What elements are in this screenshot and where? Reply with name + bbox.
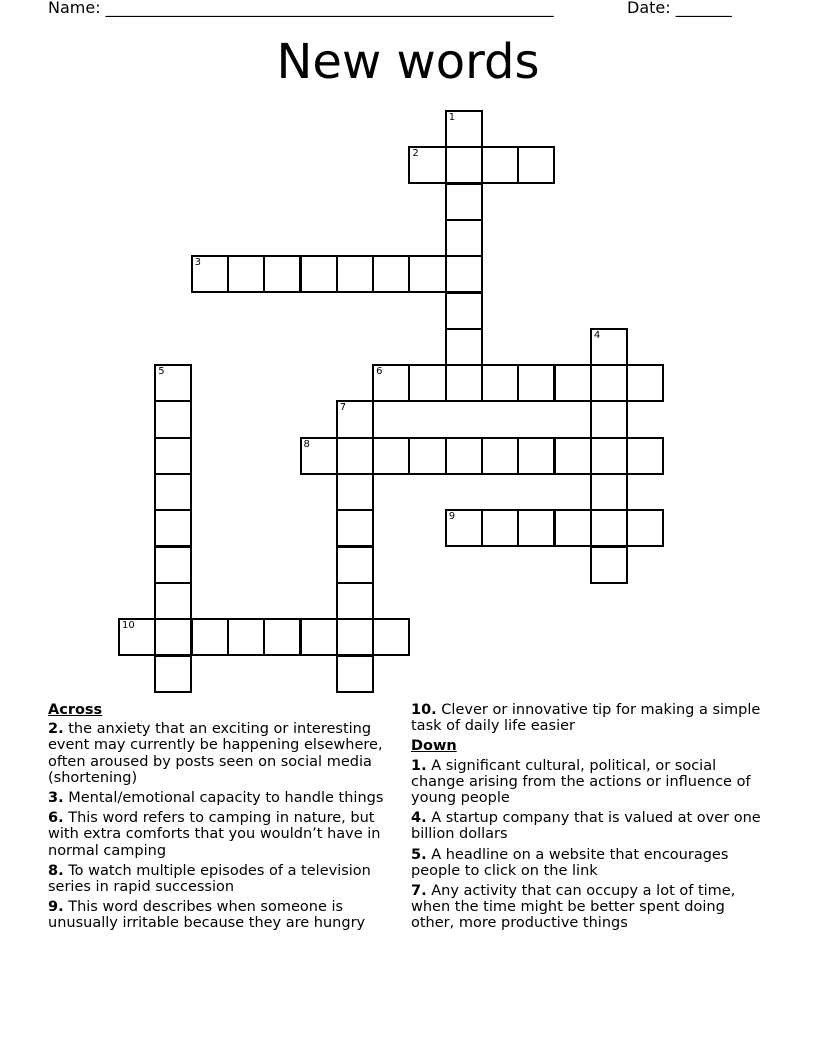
clue-text: Any activity that can occupy a lot of time, when the time might be better spent doing other, more productive things xyxy=(411,883,736,932)
clue-text: This word refers to camping in nature, but with extra comforts that you wouldn’t have in normal camping xyxy=(48,810,381,859)
clue-text: A startup company that is valued at over one billion dollars xyxy=(411,810,761,843)
clue-text: Mental/emotional capacity to handle things xyxy=(68,790,384,807)
clue-text: A headline on a website that encourages people to click on the link xyxy=(411,846,729,879)
grid-cell[interactable] xyxy=(445,437,483,475)
name-field-label: Name: ________________________________________________________ xyxy=(48,0,554,17)
grid-cell[interactable] xyxy=(154,655,192,693)
clues-column-right xyxy=(411,702,771,936)
grid-cell[interactable] xyxy=(336,655,374,693)
clue-across-9 xyxy=(48,899,398,931)
grid-cell[interactable] xyxy=(372,437,410,475)
clue-number: 4. xyxy=(411,810,427,827)
grid-cell[interactable] xyxy=(408,364,446,402)
grid-cell[interactable] xyxy=(517,509,555,547)
clue-number: 2. xyxy=(48,721,64,738)
clue-number: 1. xyxy=(411,757,427,774)
clue-number-label: 3 xyxy=(194,257,201,269)
grid-cell[interactable] xyxy=(590,328,628,366)
clue-number-label: 2 xyxy=(412,148,419,160)
grid-cell[interactable] xyxy=(336,582,374,620)
grid-cell[interactable] xyxy=(445,219,483,257)
grid-cell[interactable] xyxy=(554,437,592,475)
grid-cell[interactable] xyxy=(554,509,592,547)
grid-cell[interactable] xyxy=(590,364,628,402)
date-field-label: Date: _______ xyxy=(627,0,732,17)
grid-cell[interactable] xyxy=(300,437,338,475)
grid-cell[interactable] xyxy=(626,364,664,402)
clue-text: To watch multiple episodes of a television series in rapid succession xyxy=(48,862,371,896)
clue-number-label: 5 xyxy=(158,366,165,378)
grid-cell[interactable] xyxy=(590,546,628,584)
grid-cell[interactable] xyxy=(336,618,374,656)
clue-across-6 xyxy=(48,810,398,859)
grid-cell[interactable] xyxy=(191,255,229,293)
grid-cell[interactable] xyxy=(372,618,410,656)
clue-number-label: 4 xyxy=(593,329,601,341)
grid-cell[interactable] xyxy=(517,437,555,475)
grid-cell[interactable] xyxy=(118,618,156,656)
clue-number-label: 1 xyxy=(448,112,456,123)
grid-cell[interactable] xyxy=(372,255,410,293)
grid-cell[interactable] xyxy=(445,255,483,293)
grid-cell[interactable] xyxy=(227,618,265,656)
down-heading: Down xyxy=(411,738,457,755)
grid-cell[interactable] xyxy=(300,255,338,293)
clue-number: 3. xyxy=(48,790,64,807)
clue-down-4 xyxy=(411,810,771,842)
page-title: New words xyxy=(276,34,540,90)
clue-number: 8. xyxy=(48,862,64,879)
clue-number: 5. xyxy=(411,846,427,863)
grid-cell[interactable] xyxy=(481,509,519,547)
grid-cell[interactable] xyxy=(154,364,192,402)
grid-cell[interactable] xyxy=(445,110,483,148)
grid-cell[interactable] xyxy=(445,292,483,330)
grid-cell[interactable] xyxy=(445,328,483,366)
grid-cell[interactable] xyxy=(263,255,301,293)
grid-cell[interactable] xyxy=(154,618,192,656)
clue-number: 9. xyxy=(48,899,64,916)
grid-cell[interactable] xyxy=(191,618,229,656)
grid-cell[interactable] xyxy=(626,437,664,475)
clue-text: A significant cultural, political, or social change arising from the actions or influence of young people xyxy=(411,757,751,807)
grid-cell[interactable] xyxy=(590,509,628,547)
grid-cell[interactable] xyxy=(481,364,519,402)
grid-cell[interactable] xyxy=(590,400,628,438)
grid-cell[interactable] xyxy=(336,255,374,293)
grid-cell[interactable] xyxy=(227,255,265,293)
grid-cell[interactable] xyxy=(336,509,374,547)
clues-column-left xyxy=(48,702,398,936)
grid-cell[interactable] xyxy=(300,618,338,656)
clue-number-label: 8 xyxy=(303,438,310,450)
grid-cell[interactable] xyxy=(517,364,555,402)
grid-cell[interactable] xyxy=(154,546,192,584)
clue-number-label: 9 xyxy=(448,511,456,523)
grid-cell[interactable] xyxy=(481,146,519,184)
grid-cell[interactable] xyxy=(590,437,628,475)
grid-cell[interactable] xyxy=(336,473,374,511)
clue-text: the anxiety that an exciting or interesting event may currently be happening elsewhere, often aroused by posts seen on social media (shortening) xyxy=(48,721,383,786)
clue-down-1 xyxy=(411,758,771,807)
grid-cell[interactable] xyxy=(263,618,301,656)
grid-cell[interactable] xyxy=(554,364,592,402)
clue-number-label: 7 xyxy=(339,402,347,414)
grid-cell[interactable] xyxy=(445,183,483,221)
grid-cell[interactable] xyxy=(154,437,192,475)
clue-down-5 xyxy=(411,847,771,879)
clue-down-7 xyxy=(411,883,771,932)
grid-cell[interactable] xyxy=(408,437,446,475)
grid-cell[interactable] xyxy=(445,364,483,402)
clue-text: This word describes when someone is unusually irritable because they are hungry xyxy=(48,899,366,932)
clue-number-label: 10 xyxy=(122,620,135,632)
grid-cell[interactable] xyxy=(408,255,446,293)
grid-cell[interactable] xyxy=(445,509,483,547)
grid-cell[interactable] xyxy=(154,473,192,511)
clue-number-label: 6 xyxy=(376,366,383,378)
grid-cell[interactable] xyxy=(336,546,374,584)
clue-across-3 xyxy=(48,790,398,806)
clue-across-8 xyxy=(48,863,398,895)
clue-number: 7. xyxy=(411,883,427,900)
grid-cell[interactable] xyxy=(336,437,374,475)
grid-cell[interactable] xyxy=(481,437,519,475)
grid-cell[interactable] xyxy=(372,364,410,402)
clue-number: 10. xyxy=(411,702,437,718)
grid-cell[interactable] xyxy=(154,400,192,438)
grid-cell[interactable] xyxy=(517,146,555,184)
grid-cell[interactable] xyxy=(626,509,664,547)
clue-text: Clever or innovative tip for making a simple task of daily life easier xyxy=(411,702,761,735)
grid-cell[interactable] xyxy=(445,146,483,184)
grid-cell[interactable] xyxy=(336,400,374,438)
clue-number: 6. xyxy=(48,810,64,827)
clue-across-2 xyxy=(48,721,398,786)
grid-cell[interactable] xyxy=(154,582,192,620)
grid-cell[interactable] xyxy=(590,473,628,511)
clue-across-10 xyxy=(411,702,771,734)
grid-cell[interactable] xyxy=(408,146,446,184)
across-heading: Across xyxy=(48,702,103,718)
grid-cell[interactable] xyxy=(154,509,192,547)
